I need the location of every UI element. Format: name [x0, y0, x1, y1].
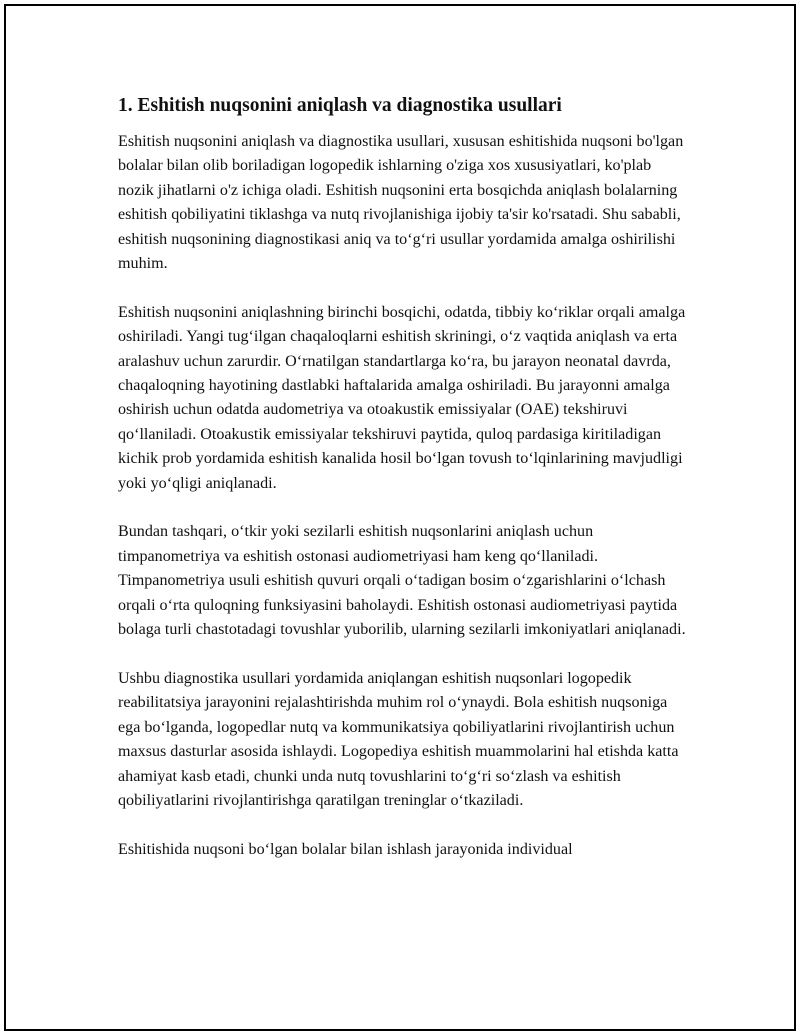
document-body — [118, 93, 688, 887]
paragraph-2: Eshitish nuqsonini aniqlashning birinchi bosqichi, odatda, tibbiy ko‘riklar orqali amalga oshiriladi. Yangi tug‘ilgan chaqaloqlarni eshitish skriningi, o‘z vaqtida aniqlash va erta aralashuv uchun zarurdir. O‘rnatilgan standartlarga ko‘ra, bu jarayon neonatal davrda, chaqaloqning hayotining dastlabki haftalarida amalga oshiriladi. Bu jarayonni amalga oshirish uchun odatda audometriya va otoakustik emissiyalar (OAE) tekshiruvi qo‘llaniladi. Otoakustik emissiyalar tekshiruvi paytida, quloq pardasiga kiritiladigan kichik prob yordamida eshitish kanalida hosil bo‘lgan tovush to‘lqinlarining mavjudligi yoki yo‘qligi aniqlanadi. — [118, 303, 686, 492]
document-title: 1. Eshitish nuqsonini aniqlash va diagnostika usullari — [118, 95, 562, 116]
paragraph-3: Bundan tashqari, o‘tkir yoki sezilarli eshitish nuqsonlarini aniqlash uchun timpanometriya va eshitish ostonasi audiometriyasi ham keng qo‘llaniladi. Timpanometriya usuli eshitish quvuri orqali o‘tadigan bosim o‘zgarishlarini o‘lchash orqali o‘rta quloqning funksiyasini baholaydi. Eshitish ostonasi audiometriyasi paytida bolaga turli chastotadagi tovushlar yuborilib, ularning sezilarli imkoniyatlari aniqlanadi. — [118, 523, 686, 639]
paragraph-5: Eshitishida nuqsoni bo‘lgan bolalar bilan ishlash jarayonida individual — [118, 840, 573, 858]
paragraph-4: Ushbu diagnostika usullari yordamida aniqlangan eshitish nuqsonlari logopedik reabilitatsiya jarayonini rejalashtirishda muhim rol o‘ynaydi. Bola eshitish nuqsoniga ega bo‘lganda, logopedlar nutq va kommunikatsiya qobiliyatlarini rivojlantirish uchun maxsus dasturlar asosida ishlaydi. Logopediya eshitish muammolarini hal etishda katta ahamiyat kasb etadi, chunki unda nutq tovushlarini to‘g‘ri so‘zlash va eshitish qobiliyatlarini rivojlantirishga qaratilgan treninglar o‘tkaziladi. — [118, 669, 679, 809]
paragraph-1: Eshitish nuqsonini aniqlash va diagnostika usullari, xususan eshitishida nuqsoni bo'lgan bolalar bilan olib boriladigan logopedik ishlarning o'ziga xos xususiyatlari, ko'plab nozik jihatlarni o'z ichiga oladi. Eshitish nuqsonini erta bosqichda aniqlash bolalarning eshitish qobiliyatini tiklashga va nutq rivojlanishiga ijobiy ta'sir ko'rsatadi. Shu sababli, eshitish nuqsonining diagnostikasi aniq va to‘g‘ri usullar yordamida amalga oshirilishi muhim. — [118, 133, 684, 273]
